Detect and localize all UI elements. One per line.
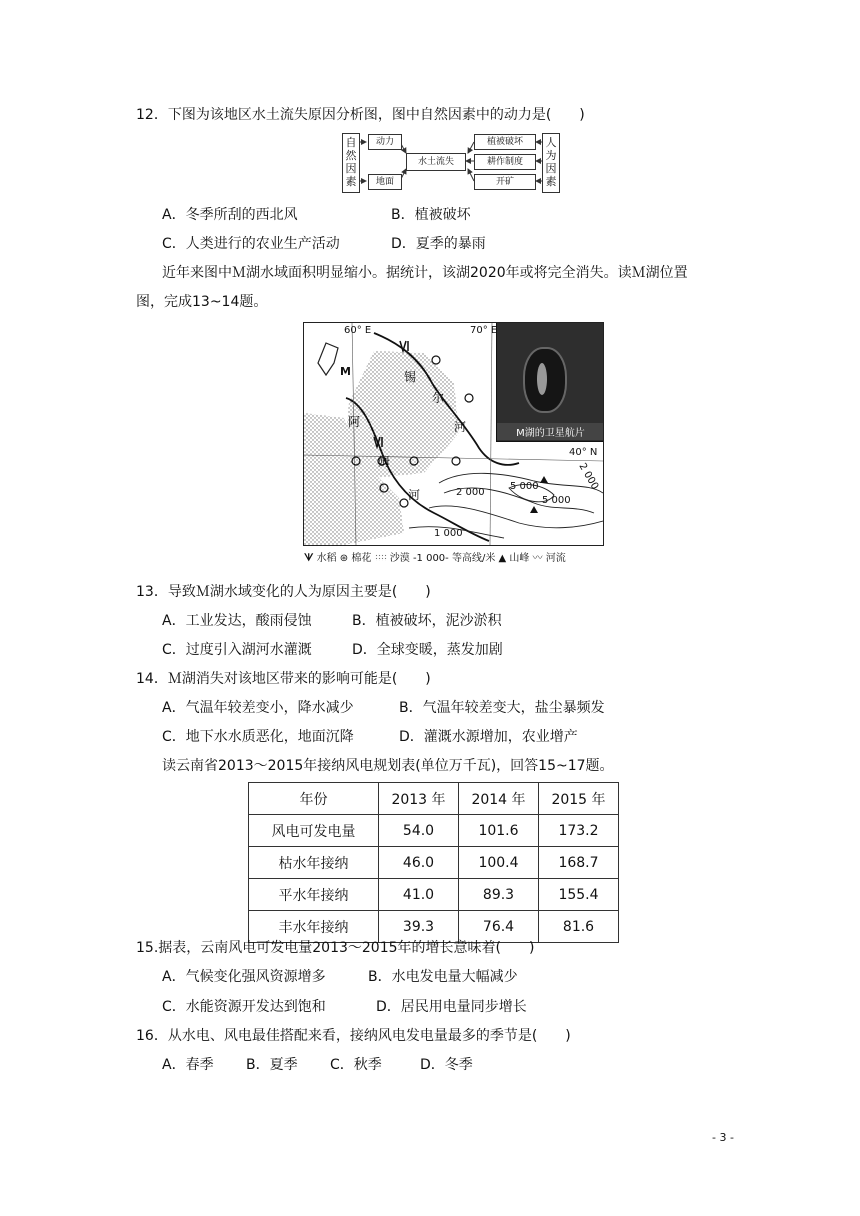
q16-stem: 16．从水电、风电最佳搭配来看，接纳风电发电量最多的季节是( ) [136, 1028, 571, 1044]
q15-option-d: D．居民用电量同步增长 [376, 999, 527, 1015]
lake-m-location-map [303, 322, 604, 546]
legend-contour: -1 000- 等高线/米 [412, 553, 496, 564]
contour-label-1000: 1 000 [434, 528, 463, 539]
contour-label-2000: 2 000 [456, 487, 485, 498]
q14-option-a: A．气温年较差变小，降水减少 [162, 700, 354, 716]
q14-option-c: C．地下水水质恶化，地面沉降 [162, 729, 354, 745]
natural-factors-box: 自然因素 [342, 133, 360, 193]
rice-icon: ᗐ [304, 553, 314, 564]
map-legend [304, 549, 566, 564]
table-cell: 39.3 [379, 911, 459, 943]
table-cell: 丰水年接纳 [249, 911, 379, 943]
q16-option-d: D．冬季 [420, 1057, 473, 1073]
intro-13-line1: 近年来图中Ｍ湖水域面积明显缩小。据统计，该湖2020年或将完全消失。读Ｍ湖位置 [162, 265, 688, 281]
table-cell: 155.4 [539, 879, 619, 911]
legend-desert: 沙漠 [389, 553, 410, 564]
amu-river-char3: 河 [408, 488, 421, 502]
table-header-cell: 2015 年 [539, 783, 619, 815]
surface-box: 地面 [368, 174, 402, 190]
satellite-photo-inset [496, 323, 604, 442]
legend-rice: 水稻 [316, 553, 337, 564]
table-cell: 173.2 [539, 815, 619, 847]
table-cell: 平水年接纳 [249, 879, 379, 911]
q12-option-a: A．冬季所刮的西北风 [162, 207, 298, 223]
lake-m-label: M [340, 365, 351, 378]
peak-icon: ▲ [498, 553, 507, 564]
amu-river-char1: 阿 [348, 415, 361, 429]
q16-option-c: C．秋季 [330, 1057, 382, 1073]
q13-option-a: A．工业发达，酸雨侵蚀 [162, 613, 312, 629]
q14-option-d: D．灌溉水源增加，农业增产 [399, 729, 578, 745]
syr-river-char1: 锡 [404, 370, 417, 384]
table-row [249, 847, 619, 879]
table-row [249, 815, 619, 847]
contour-label-5000a: 5 000 [510, 481, 539, 492]
amu-river-char2: 姆 [378, 455, 391, 469]
table-cell: 81.6 [539, 911, 619, 943]
table-cell: 76.4 [459, 911, 539, 943]
soil-erosion-diagram [340, 131, 560, 193]
page-number: - 3 - [712, 1131, 734, 1144]
legend-peak: 山峰 [509, 553, 530, 564]
table-header-cell: 年份 [249, 783, 379, 815]
q15-option-c: C．水能资源开发达到饱和 [162, 999, 326, 1015]
table-cell: 89.3 [459, 879, 539, 911]
q13-stem: 13．导致Ｍ湖水域变化的人为原因主要是( ) [136, 584, 431, 600]
intro-13-line2: 图，完成13~14题。 [136, 294, 268, 310]
power-box: 动力 [368, 134, 402, 150]
table-header-row [249, 783, 619, 815]
q14-option-b: B．气温年较差变大，盐尘暴频发 [399, 700, 605, 716]
table-cell: 风电可发电量 [249, 815, 379, 847]
q12-stem: 12．下图为该地区水土流失原因分析图，图中自然因素中的动力是( ) [136, 107, 585, 123]
table-cell: 枯水年接纳 [249, 847, 379, 879]
table-header-cell: 2014 年 [459, 783, 539, 815]
table-cell: 54.0 [379, 815, 459, 847]
q15-option-b: B．水电发电量大幅减少 [368, 969, 518, 985]
river-icon: 〰 [532, 553, 543, 564]
table-row [249, 879, 619, 911]
lon-70e-label: 70° E [470, 325, 498, 336]
q14-stem: 14．Ｍ湖消失对该地区带来的影响可能是( ) [136, 671, 431, 687]
cotton-icon: ⊛ [339, 553, 349, 564]
syr-river-char3: 河 [454, 420, 467, 434]
q15-stem: 15.据表，云南风电可发电量2013～2015年的增长意味着( ) [136, 940, 535, 956]
table-cell: 46.0 [379, 847, 459, 879]
q13-option-c: C．过度引入湖河水灌溉 [162, 642, 312, 658]
intro-15: 读云南省2013～2015年接纳风电规划表(单位万千瓦)，回答15~17题。 [162, 758, 614, 774]
contour-label-2000b: 2 000 [576, 461, 601, 492]
farming-box: 耕作制度 [474, 154, 536, 170]
lon-60e-label: 60° E [344, 325, 372, 336]
table-cell: 101.6 [459, 815, 539, 847]
legend-river: 河流 [545, 553, 566, 564]
q13-option-b: B．植被破坏，泥沙淤积 [352, 613, 502, 629]
q15-option-a: A．气候变化强风资源增多 [162, 969, 326, 985]
q12-option-b: B．植被破坏 [391, 207, 471, 223]
table-cell: 168.7 [539, 847, 619, 879]
human-factors-box: 人为因素 [542, 133, 560, 193]
q16-option-a: A．春季 [162, 1057, 214, 1073]
syr-river-char2: 尔 [432, 391, 445, 405]
mining-box: 开矿 [474, 174, 536, 190]
table-cell: 100.4 [459, 847, 539, 879]
soil-erosion-box: 水土流失 [406, 153, 466, 171]
legend-cotton: 棉花 [351, 553, 372, 564]
wind-power-table [248, 782, 619, 943]
q16-option-b: B．夏季 [246, 1057, 298, 1073]
table-header-cell: 2013 年 [379, 783, 459, 815]
desert-icon [375, 554, 387, 561]
lat-40n-label: 40° N [569, 447, 598, 458]
q12-option-c: C．人类进行的农业生产活动 [162, 236, 340, 252]
q13-option-d: D．全球变暖，蒸发加剧 [352, 642, 503, 658]
table-cell: 41.0 [379, 879, 459, 911]
vegetation-box: 植被破坏 [474, 134, 536, 150]
q12-option-d: D．夏季的暴雨 [391, 236, 486, 252]
contour-label-5000b: 5 000 [542, 495, 571, 506]
satellite-caption: M湖的卫星航片 [497, 423, 604, 440]
